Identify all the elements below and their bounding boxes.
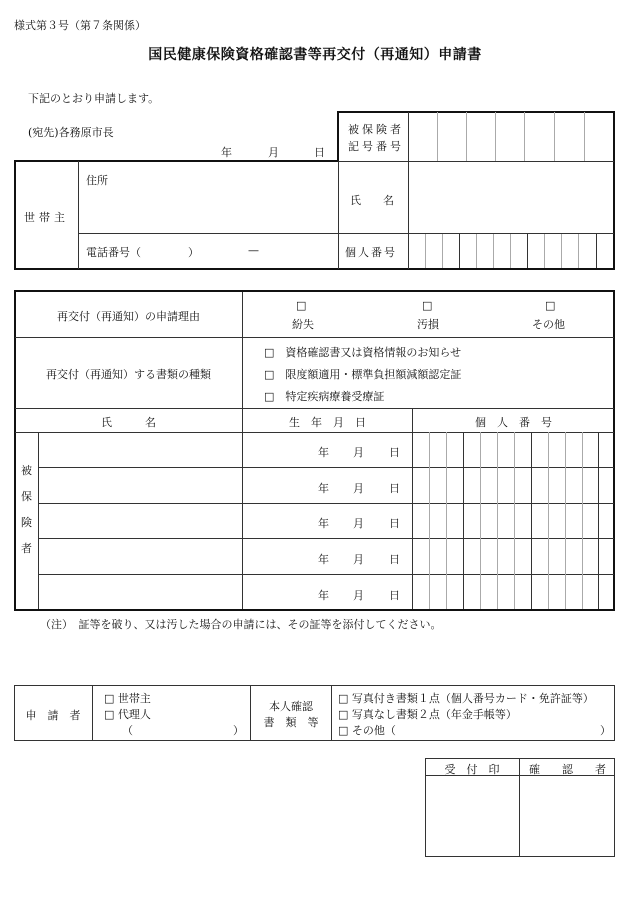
checkbox-icon: □: [338, 692, 349, 705]
date-month: 月: [268, 146, 279, 159]
phone-dash: —: [248, 244, 259, 257]
applicant-agent-option[interactable]: □ 代理人: [104, 708, 151, 721]
col-birth: 生 年 月 日: [289, 416, 366, 429]
id-doc-option-1[interactable]: □ 写真付き書類１点（個人番号カード・免許証等）: [338, 692, 594, 705]
doc-option-3[interactable]: □ 特定疾病療養受療証: [264, 390, 385, 403]
addressee: (宛先)各務原市長: [28, 126, 114, 139]
intro-text: 下記のとおり申請します。: [28, 92, 160, 105]
doc-type-label: 再交付（再通知）する書類の種類: [46, 368, 211, 381]
checkbox-icon: □: [338, 708, 349, 721]
phone-label: 電話番号（: [86, 246, 141, 259]
id-doc-option-2[interactable]: □ 写真なし書類２点（年金手帳等）: [338, 708, 517, 721]
insured-side-label: 被 保 険 者: [21, 464, 32, 555]
checkbox-icon: □: [104, 708, 115, 721]
form-number: 様式第３号（第７条関係）: [14, 19, 146, 32]
insured-code-label-1: 被保険者: [348, 123, 404, 136]
checkbox-icon: □: [264, 368, 275, 381]
date-year: 年: [221, 146, 232, 159]
phone-close: ）: [188, 246, 199, 259]
agent-paren-close: ）: [233, 724, 244, 737]
confirmed-label: 確 認 者: [529, 763, 606, 776]
individual-no-label: 個人番号: [345, 246, 397, 259]
reason-damaged: 汚損: [417, 318, 439, 331]
col-name: 氏 名: [101, 416, 156, 429]
id-docs-label-1: 本人確認: [269, 700, 313, 713]
householder-label: 世帯主: [24, 211, 69, 224]
reason-other-checkbox[interactable]: □: [545, 299, 556, 312]
applicant-label: 申 請 者: [25, 709, 81, 722]
col-number: 個 人 番 号: [475, 416, 552, 429]
agent-paren-open: （: [122, 724, 133, 737]
insured-code-label-2: 記号番号: [348, 140, 404, 153]
id-doc-option-3[interactable]: □ その他（: [338, 724, 396, 737]
date-day: 日: [314, 146, 325, 159]
checkbox-icon: □: [264, 390, 275, 403]
id-docs-label-2: 書 類 等: [263, 716, 319, 729]
reason-lost: 紛失: [292, 318, 314, 331]
applicant-householder-option[interactable]: □ 世帯主: [104, 692, 151, 705]
reason-label: 再交付（再通知）の申請理由: [57, 310, 200, 323]
doc-option-2[interactable]: □ 限度額適用・標準負担額減額認定証: [264, 368, 462, 381]
doc-option-1[interactable]: □ 資格確認書又は資格情報のお知らせ: [264, 346, 462, 359]
checkbox-icon: □: [104, 692, 115, 705]
id-doc-other-close: ）: [600, 724, 611, 737]
reason-lost-checkbox[interactable]: □: [296, 299, 307, 312]
name-label: 氏 名: [350, 194, 394, 207]
checkbox-icon: □: [338, 724, 349, 737]
received-stamp-label: 受 付 印: [444, 763, 500, 776]
reason-damaged-checkbox[interactable]: □: [422, 299, 433, 312]
address-label: 住所: [86, 174, 108, 187]
note-text: （注） 証等を破り、又は汚した場合の申請には、その証等を添付してください。: [40, 618, 442, 631]
page-title: 国民健康保険資格確認書等再交付（再通知）申請書: [148, 47, 482, 63]
checkbox-icon: □: [264, 346, 275, 359]
reason-other: その他: [532, 318, 565, 331]
